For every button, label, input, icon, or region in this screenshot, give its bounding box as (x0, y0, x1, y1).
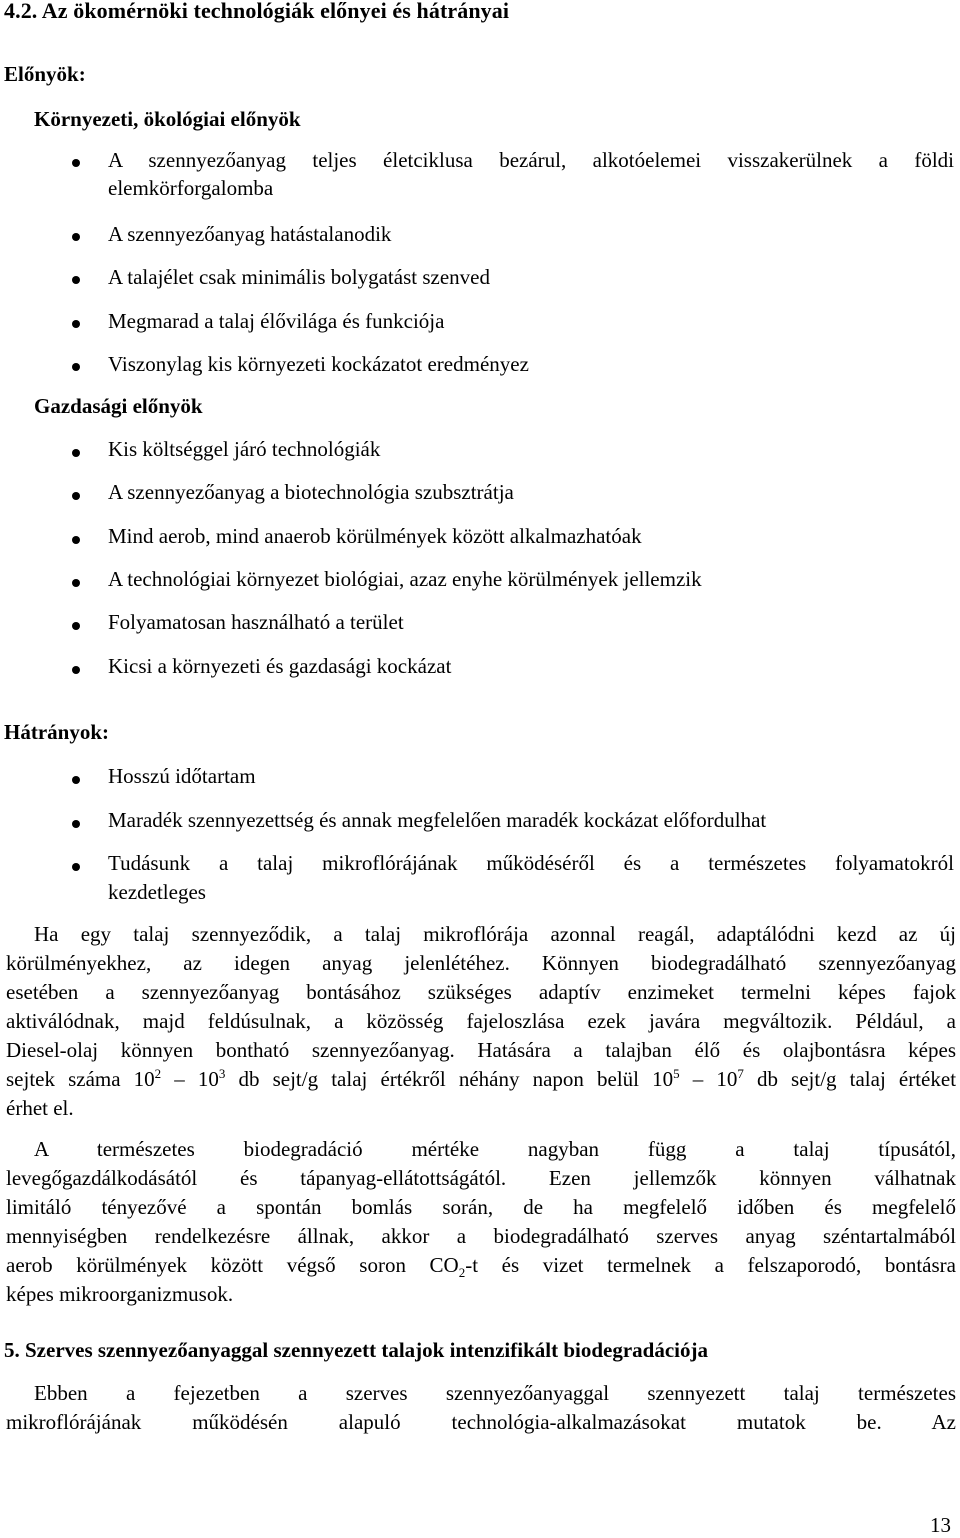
bullet-icon (72, 820, 80, 828)
list-item-continuation: kezdetleges (108, 880, 206, 904)
list-item: Megmarad a talaj élővilága és funkciója (108, 309, 445, 333)
list-item: Viszonylag kis környezeti kockázatot eredményez (108, 352, 529, 376)
bullet-icon (72, 159, 80, 167)
list-item: Maradék szennyezettség és annak megfelelően maradék kockázat előfordulhat (108, 808, 767, 832)
list-item: Hosszú időtartam (108, 764, 256, 788)
list-item: A talajélet csak minimális bolygatást szenved (108, 265, 490, 289)
bullet-icon (72, 666, 80, 674)
paragraph-biodegradation: A természetes biodegradáció mértéke nagyban függ a talaj típusától, levegőgazdálkodásától és tápanyag-ellátottságától. Ezen jellemzők könnyen válhatnak limitáló tényezővé a spontán bomlás során, de ha megfelelő időben és megfelelő mennyiségben rendelkezésre állnak, akkor a biodegradálható szerves anyag széntartalmából aerob körülmények között végső soron $CO_2-t$ és vizet termelnek a felszaporodó, bontásra képes mikroorganizmusok. (6, 1137, 956, 1306)
list-item-continuation: elemkörforgalomba (108, 176, 274, 200)
paragraph-microflora: Ha egy talaj szennyeződik, a talaj mikroflórája azonnal reagál, adaptálódni kezd az új körülményekhez, az idegen anyag jelenlétéhez. Könnyen biodegradálható szennyezőanyag esetében a szennyezőanyag bontásához szükséges adaptív enzimeket termelni képes fajok aktiválódnak, majd feldúsulnak, a közösség fajeloszlása ezek javára megváltozik. Például, a Diesel-olaj könnyen bontható szennyezőanyag. Hatására a talajban élő és olajbontásra képes sejtek száma $10^2 - 10^3$ db sejt/g talaj értékről néhány napon belül $10^5 - 10^7$ db sejt/g talaj értéket érhet el. (6, 922, 957, 1120)
list-item: Tudásunk a talaj mikroflórájának működéséről és a természetes folyamatokról (108, 851, 954, 875)
bullet-icon (72, 536, 80, 544)
chapter-title: 5. Szerves szennyezőanyaggal szennyezett talajok intenzifikált biodegradációja (4, 1338, 708, 1362)
cell-count-line: sejtek száma $10^2 - 10^3$ db sejt/g talaj értékről néhány napon belül $10^5 - 10^7$ db sejt/g talaj értéket (6, 1066, 957, 1091)
bullet-icon (72, 622, 80, 630)
list-item: A technológiai környezet biológiai, azaz enyhe körülmények jellemzik (108, 567, 702, 591)
economic-advantages-heading: Gazdasági előnyök (34, 394, 203, 418)
bullet-icon (72, 776, 80, 784)
advantages-heading: Előnyök: (4, 62, 86, 86)
list-item: Folyamatosan használható a terület (108, 610, 404, 634)
disadvantages-heading: Hátrányok: (4, 720, 109, 744)
bullet-icon (72, 276, 80, 284)
bullet-icon (72, 320, 80, 328)
co2-line: aerob körülmények között végső soron $CO_2-t$ és vizet termelnek a felszaporodó, bontásra (6, 1253, 956, 1281)
bullet-icon (72, 449, 80, 457)
list-item: A szennyezőanyag teljes életciklusa bezárul, alkotóelemei visszakerülnek a földi (108, 148, 954, 172)
list-item: Mind aerob, mind anaerob körülmények között alkalmazhatóak (108, 524, 642, 548)
bullet-icon (72, 363, 80, 371)
list-item: A szennyezőanyag a biotechnológia szubsztrátja (108, 480, 514, 504)
bullet-icon (72, 233, 80, 241)
bullet-icon (72, 863, 80, 871)
list-item: A szennyezőanyag hatástalanodik (108, 222, 392, 246)
list-item: Kis költséggel járó technológiák (108, 437, 381, 461)
page-number: 13 (930, 1513, 951, 1537)
environmental-advantages-heading: Környezeti, ökológiai előnyök (34, 107, 301, 131)
bullet-icon (72, 579, 80, 587)
section-title: 4.2. Az ökomérnöki technológiák előnyei és hátrányai (4, 0, 510, 23)
paragraph-chapter-intro: Ebben a fejezetben a szerves szennyezőanyaggal szennyezett talaj természetes mikroflórájának működésén alapuló technológia-alkalmazásokat mutatok be. Az (6, 1381, 956, 1434)
list-item: Kicsi a környezeti és gazdasági kockázat (108, 654, 452, 678)
bullet-icon (72, 492, 80, 500)
